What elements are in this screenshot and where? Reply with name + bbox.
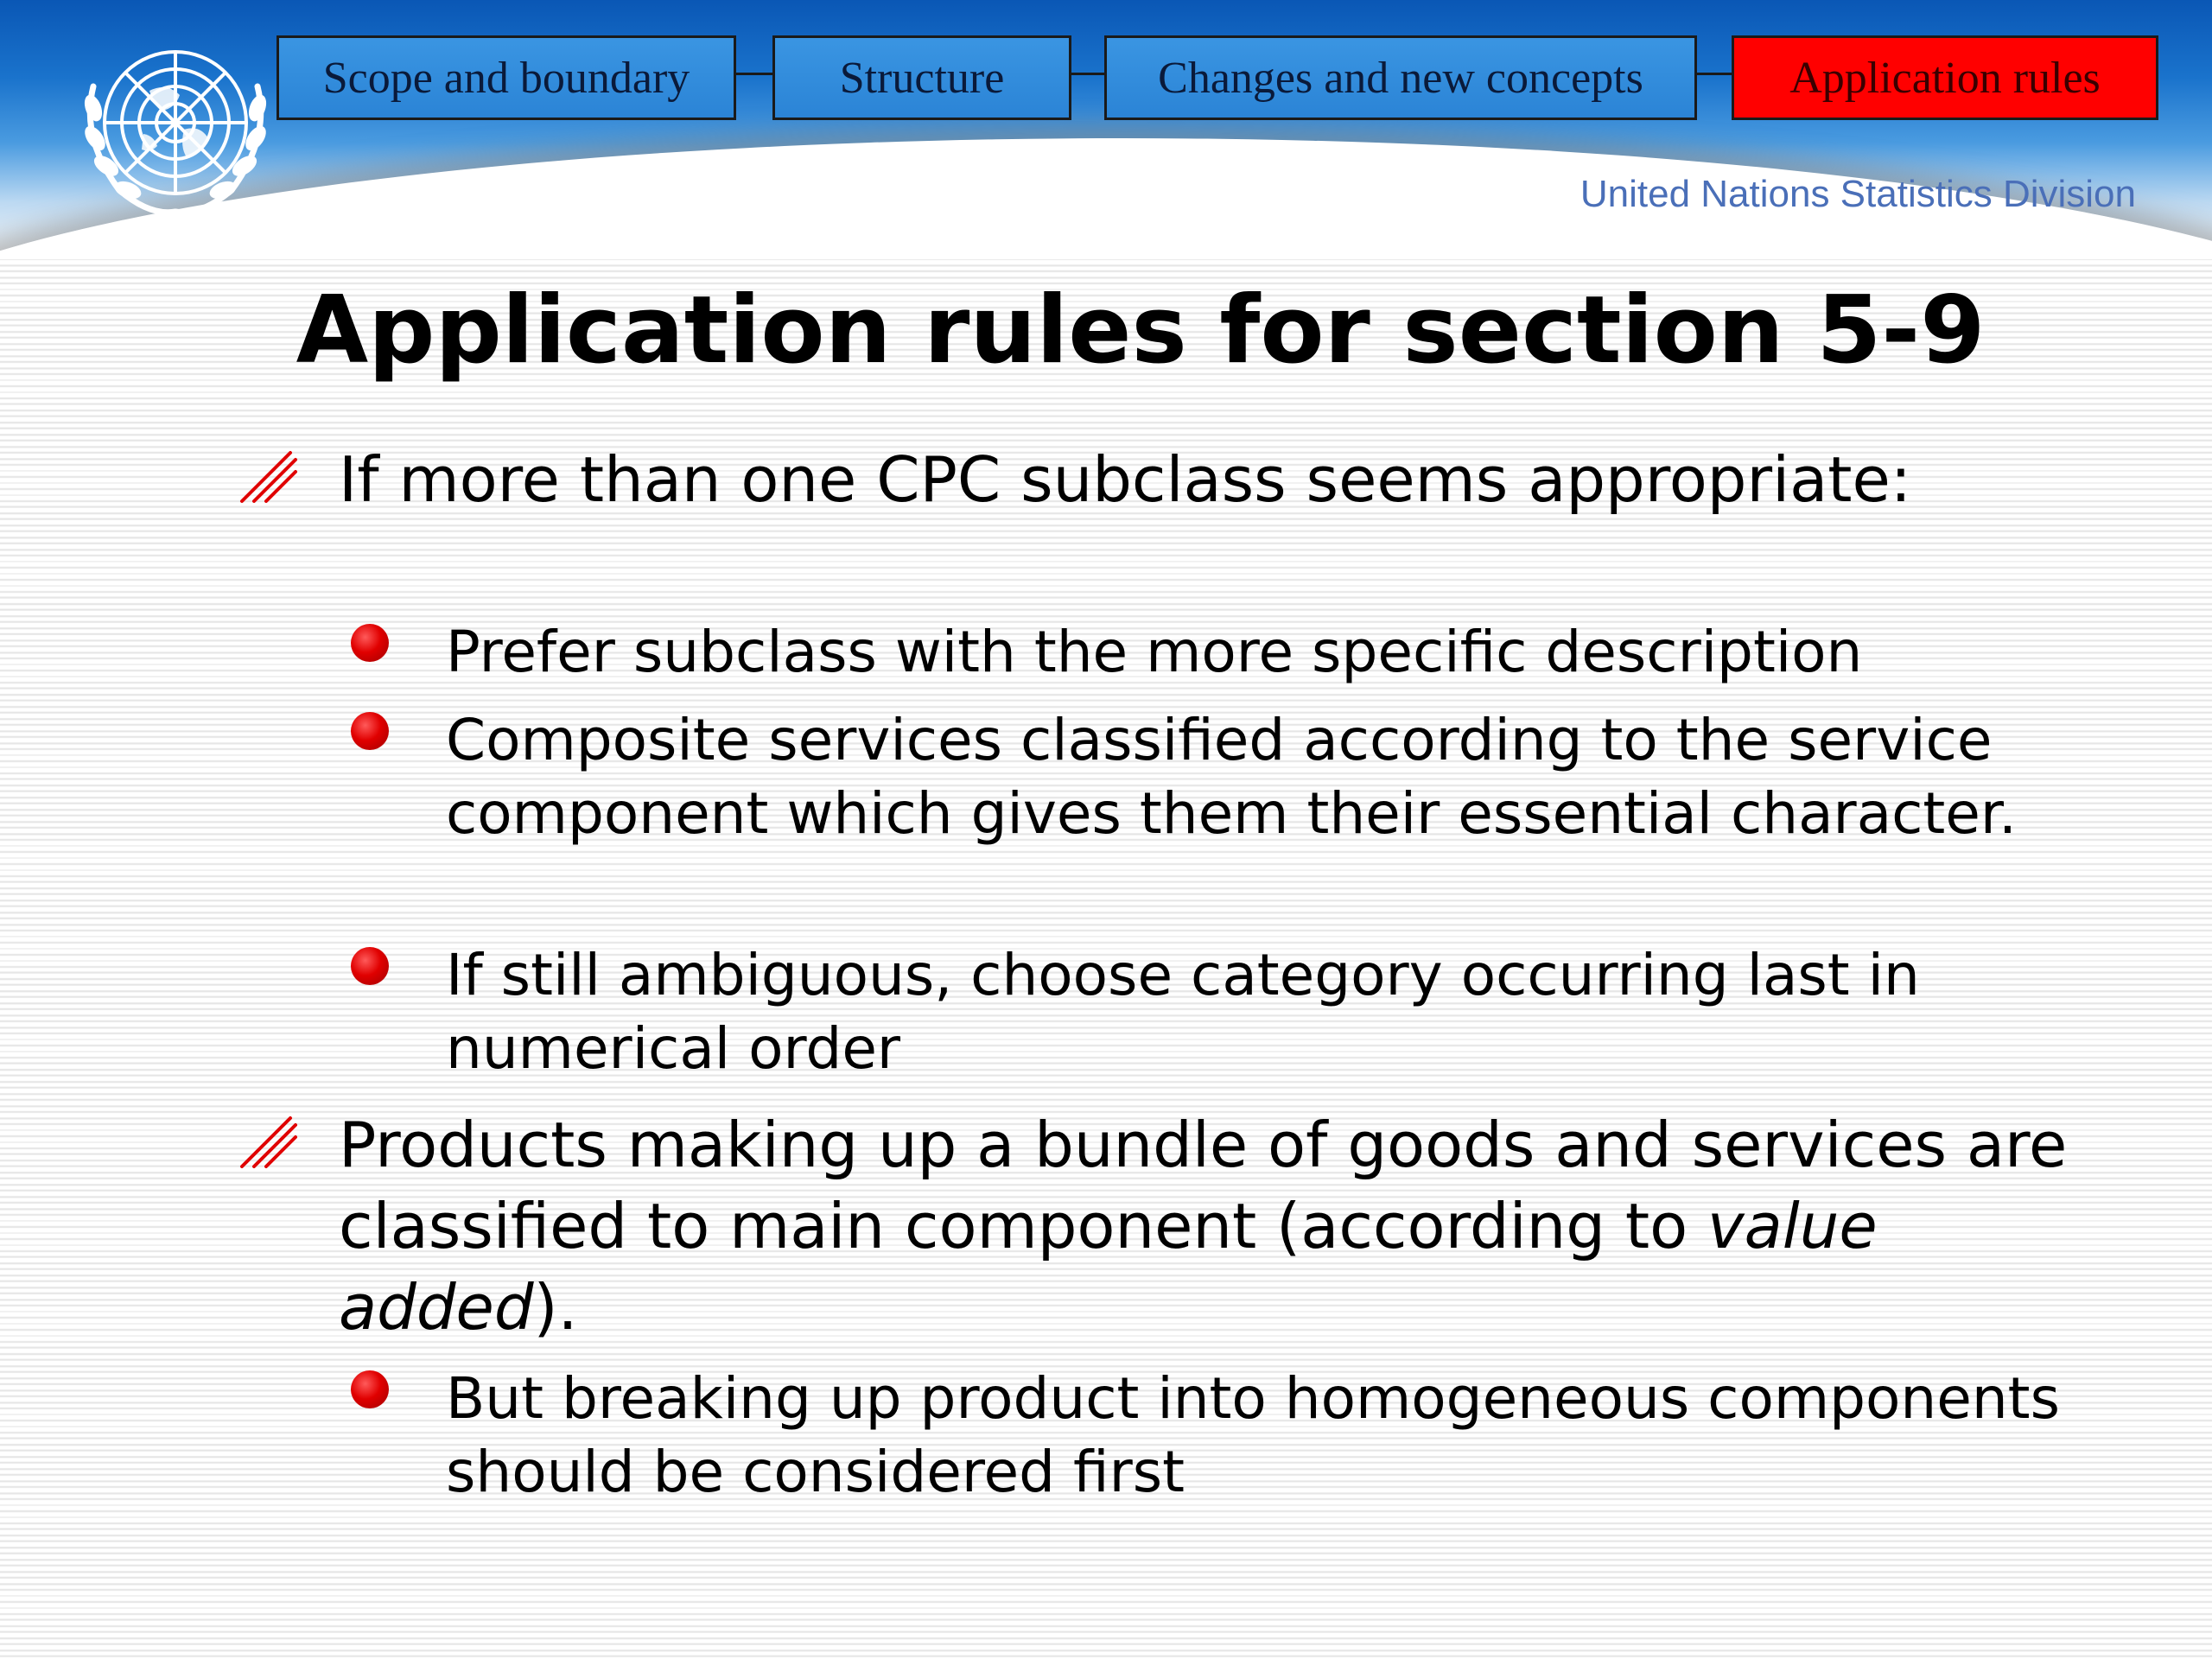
nav-connector: [1068, 73, 1108, 75]
tab-structure[interactable]: Structure: [772, 35, 1071, 120]
bullet-text: If more than one CPC subclass seems appropriate:: [339, 443, 1912, 516]
tab-scope-and-boundary[interactable]: Scope and boundary: [276, 35, 736, 120]
tab-changes-and-new-concepts[interactable]: Changes and new concepts: [1104, 35, 1697, 120]
bullet-text-part: Products making up a bundle of goods and services are classified to main component (according to: [339, 1109, 2068, 1262]
hatch-bullet-icon: [238, 1115, 297, 1170]
red-dot-icon: [351, 1370, 389, 1408]
sub-bullet-text: If still ambiguous, choose category occurring last in numerical order: [446, 942, 1920, 1082]
nav-connector: [733, 73, 776, 75]
bullet-text-part: ).: [533, 1271, 578, 1344]
division-name: United Nations Statistics Division: [1580, 173, 2136, 215]
sub-bullet-text: But breaking up product into homogeneous components should be considered first: [446, 1365, 2060, 1505]
hatch-bullet-icon: [238, 449, 297, 505]
red-dot-icon: [351, 712, 389, 750]
slide-header: [0, 0, 2212, 259]
bullet-text: [339, 1104, 2110, 1348]
slide-title: Application rules for section 5-9: [296, 276, 1986, 385]
bullet-text-emphasis: value added: [339, 1190, 1878, 1344]
sub-bullet-text: Composite services classified according to the service component which gives them their essential character.: [446, 707, 2017, 847]
tab-application-rules[interactable]: Application rules: [1732, 35, 2158, 120]
red-dot-icon: [351, 624, 389, 662]
sub-bullet-text: Prefer subclass with the more specific description: [446, 619, 1863, 685]
un-emblem-icon: [67, 26, 283, 225]
red-dot-icon: [351, 947, 389, 985]
nav-connector: [1694, 73, 1735, 75]
